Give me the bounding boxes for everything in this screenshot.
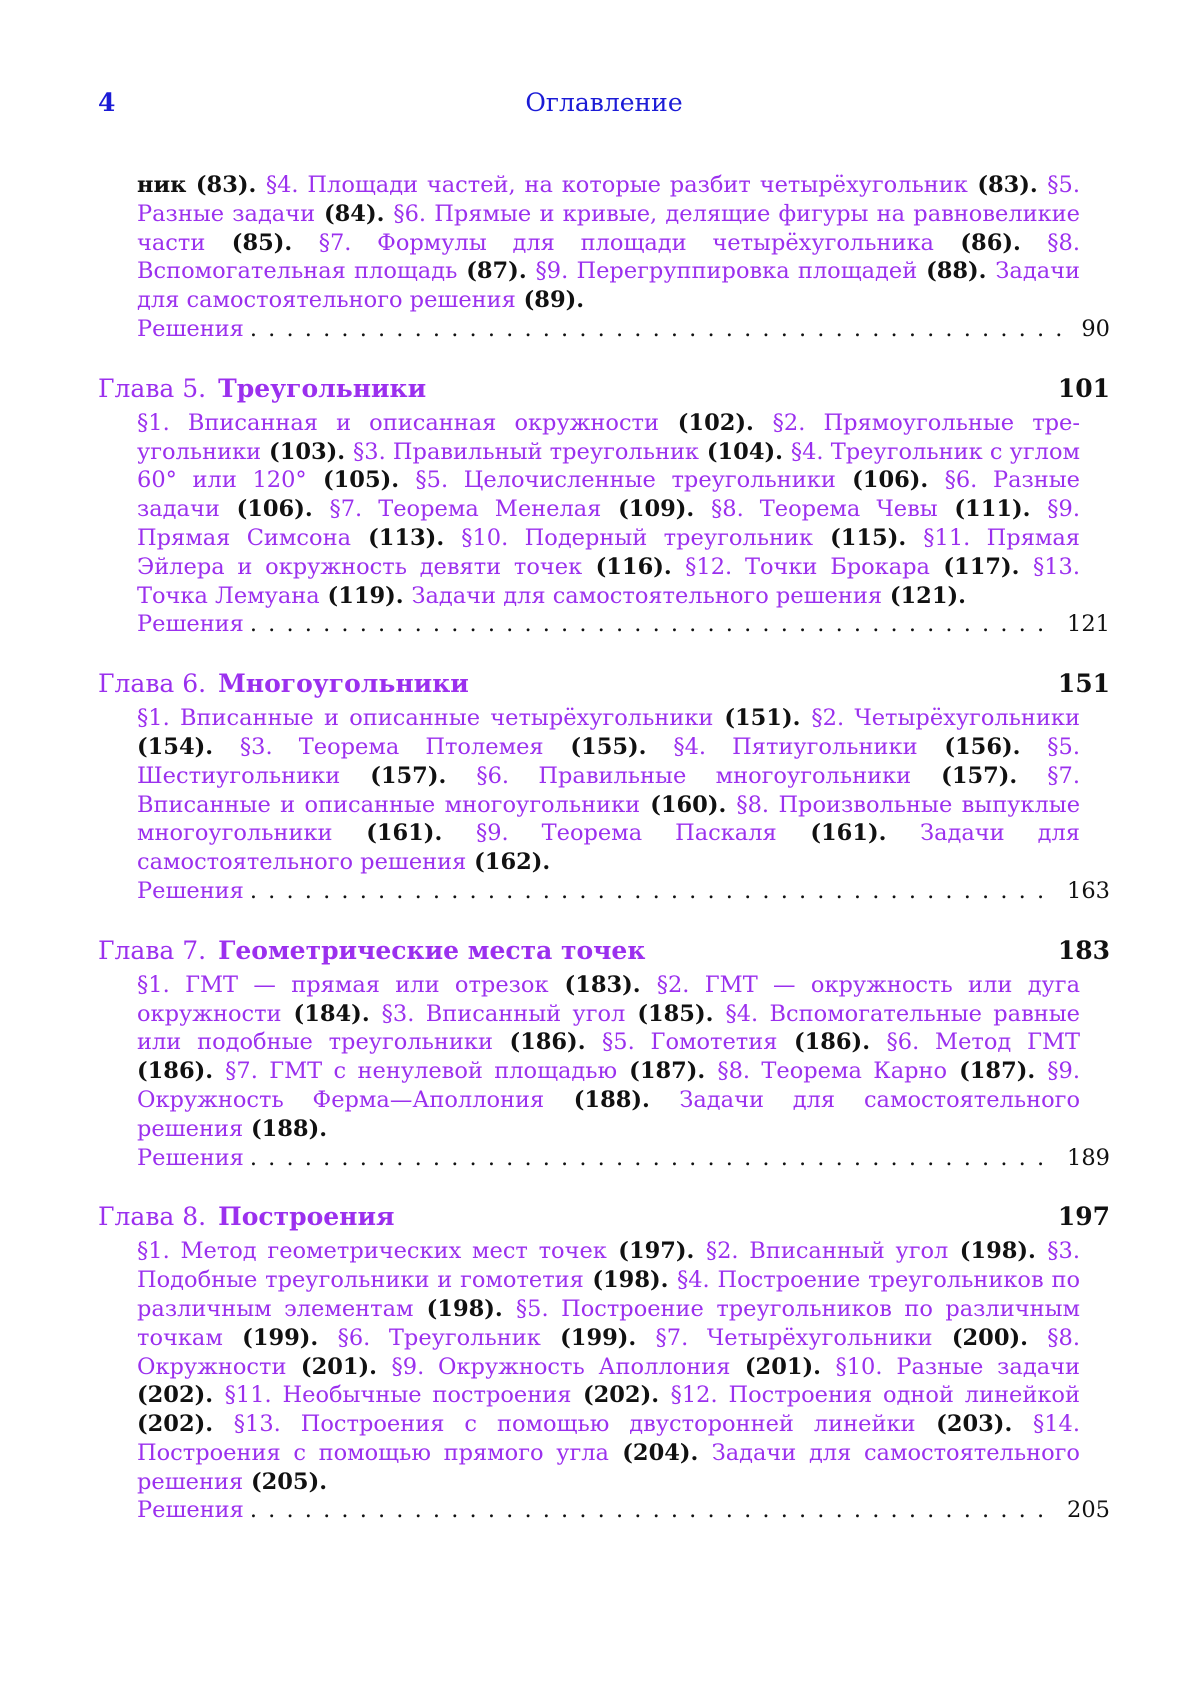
section-page-ref: (160). — [640, 791, 737, 818]
section-link[interactable]: §5. Построение треугольников по различным точкам — [137, 1295, 1080, 1351]
toc-entry — [98, 1197, 1110, 1525]
section-link[interactable]: §2. Четырёхугольники — [811, 705, 1080, 732]
dot-leader — [244, 610, 1047, 639]
chapter-title[interactable]: Многоугольники — [218, 669, 469, 699]
chapter-page-number: 183 — [1057, 935, 1110, 965]
section-page-ref: (157). — [340, 762, 477, 789]
chapter-title[interactable]: Построения — [218, 1202, 395, 1232]
section-page-ref: (156). — [917, 733, 1048, 760]
section-link[interactable]: §2. Вписанный угол — [705, 1238, 949, 1265]
solutions-link[interactable]: Решения — [137, 1497, 244, 1524]
section-page-ref: (84). — [315, 200, 394, 227]
solutions-link[interactable]: Решения — [137, 611, 244, 638]
section-page-ref: (161). — [332, 820, 476, 847]
section-page-ref: (202). — [571, 1382, 671, 1409]
solutions-page-number: 121 — [1067, 611, 1110, 638]
section-link[interactable]: §8. Теорема Карно — [717, 1058, 948, 1085]
section-list — [137, 1237, 1080, 1496]
dot-leader — [244, 1144, 1047, 1173]
section-page-ref: (183). — [548, 971, 657, 998]
chapter-heading[interactable] — [98, 664, 1110, 704]
toc-entry — [98, 171, 1110, 344]
solutions-line — [137, 1144, 1110, 1173]
section-page-ref: (162). — [466, 849, 551, 876]
section-link[interactable]: §7. Вписанные и описанные многоугольники — [137, 762, 1081, 818]
dot-leader — [244, 1496, 1047, 1525]
solutions-page-number: 189 — [1067, 1144, 1110, 1171]
section-link[interactable]: §14. Построения с помощью прямого угла — [137, 1411, 1080, 1466]
section-link[interactable]: §1. Вписанная и описанная окружности — [137, 409, 659, 436]
section-link[interactable]: §12. Точки Брокара — [685, 553, 930, 580]
section-page-ref: (188). — [243, 1115, 328, 1142]
section-page-ref: (154). — [137, 733, 240, 760]
section-page-ref: (105). — [306, 467, 416, 494]
section-link[interactable]: §1. Метод геометрических мест точек — [137, 1238, 607, 1265]
section-link[interactable]: §1. Вписанные и описанные четырёхугольники — [137, 705, 714, 732]
section-page-ref: (87). — [457, 258, 536, 285]
section-link[interactable]: §11. Прямая Эйлера и окружность девяти точек — [137, 524, 1080, 580]
chapter-heading[interactable] — [98, 1197, 1110, 1237]
section-link[interactable]: §7. Четырёхугольники — [655, 1324, 933, 1351]
section-page-ref: (186). — [777, 1029, 887, 1056]
section-page-ref: (113). — [351, 524, 462, 551]
section-link[interactable]: Задачи для самостоятельного решения — [137, 258, 1080, 314]
chapter-heading[interactable] — [98, 931, 1110, 971]
section-page-ref: (161). — [776, 820, 921, 847]
section-page-ref: (184). — [281, 1000, 382, 1027]
solutions-page-number: 90 — [1081, 315, 1110, 342]
section-page-ref: (104). — [699, 438, 791, 465]
section-page-ref: (197). — [606, 1238, 706, 1265]
section-page-ref: (202). — [137, 1382, 225, 1409]
section-link[interactable]: §5. Шестиугольники — [137, 733, 1080, 789]
section-link[interactable]: §4. Площади частей, на которые разбит четырёхугольник — [265, 172, 968, 198]
section-list — [137, 704, 1080, 877]
section-link[interactable]: §13. Точка Лемуана — [137, 553, 1080, 609]
solutions-line — [137, 610, 1110, 639]
toc-entry — [98, 664, 1110, 906]
section-link[interactable]: §8. Окружности — [137, 1324, 1080, 1380]
section-link[interactable]: §7. Формулы для площади четырёхугольника — [318, 229, 934, 256]
section-link[interactable]: §11. Необычные построения — [224, 1382, 572, 1409]
section-page-ref: (116). — [582, 553, 686, 580]
section-link[interactable]: §5. Целочисленные треугольники — [415, 467, 836, 494]
section-page-ref: (186). — [492, 1029, 603, 1056]
section-page-ref: (200). — [932, 1324, 1048, 1351]
section-link[interactable]: Задачи для самостоятельного решения — [137, 1086, 1080, 1142]
section-page-ref: (201). — [730, 1353, 836, 1380]
section-page-ref: (203). — [915, 1411, 1033, 1438]
section-link[interactable]: §6. Метод ГМТ — [886, 1029, 1081, 1056]
section-link[interactable]: §8. Теорема Чевы — [711, 496, 938, 523]
section-link[interactable]: §10. Разные задачи — [835, 1353, 1080, 1380]
running-title[interactable]: Оглавление — [525, 88, 683, 117]
dot-leader — [244, 315, 1061, 344]
chapter-title[interactable]: Геометрические места точек — [218, 935, 646, 965]
table-of-contents — [98, 171, 1110, 1525]
solutions-line — [137, 315, 1110, 344]
section-page-ref: (199). — [222, 1324, 338, 1351]
section-page-ref: (117). — [929, 553, 1033, 580]
section-link[interactable]: §9. Перегруппировка площадей — [535, 258, 918, 285]
section-page-ref: (102). — [659, 409, 773, 436]
section-link[interactable]: §2. Прямоугольные треугольники — [137, 409, 1080, 465]
section-page-ref: (85). — [205, 229, 319, 256]
chapter-label[interactable]: Глава 5. — [98, 373, 207, 403]
section-list — [137, 171, 1080, 315]
section-page-ref: (119). — [319, 582, 412, 609]
chapter-label[interactable]: Глава 8. — [98, 1202, 207, 1232]
section-link[interactable]: §9. Окружность Ферма—Аполлония — [137, 1058, 1080, 1113]
chapter-label[interactable]: Глава 6. — [98, 669, 207, 699]
section-link[interactable]: §3. Вписанный угол — [381, 1000, 626, 1027]
section-link[interactable]: §8. Вспомогательная площадь — [137, 229, 1081, 285]
section-link[interactable]: §6. Треугольник — [337, 1324, 541, 1351]
section-page-ref: (106). — [219, 496, 330, 523]
solutions-link[interactable]: Решения — [137, 1144, 244, 1171]
section-list — [137, 971, 1080, 1144]
page-number: 4 — [98, 88, 116, 117]
section-link[interactable]: §13. Построения с помощью двусторонней линейки — [233, 1411, 916, 1438]
section-page-ref: (202). — [137, 1411, 234, 1438]
section-page-ref: (205). — [243, 1468, 328, 1495]
section-page-ref: (187). — [947, 1058, 1048, 1085]
section-page-ref: (201). — [286, 1353, 392, 1380]
section-text: ник — [137, 172, 187, 198]
section-page-ref: (187). — [617, 1058, 718, 1085]
section-link[interactable]: §6. Правильные многоугольники — [476, 762, 912, 789]
section-link[interactable]: §3. Подобные треугольники и гомотетия — [137, 1238, 1081, 1294]
section-page-ref: (198). — [583, 1267, 677, 1294]
section-link[interactable]: Задачи для самостоятельного решения — [411, 582, 883, 609]
section-link[interactable]: §6. Прямые и кривые, делящие фигуры на равновеликие части — [137, 200, 1080, 256]
chapter-page-number: 197 — [1057, 1202, 1110, 1232]
section-page-ref: (83). — [967, 172, 1048, 198]
section-link[interactable]: §8. Произвольные выпуклые многоугольники — [137, 791, 1081, 847]
section-link[interactable]: §7. ГМТ с ненулевой площадью — [225, 1058, 618, 1085]
section-page-ref: (186). — [137, 1058, 226, 1085]
section-page-ref: (157). — [911, 762, 1048, 789]
running-head — [98, 88, 1110, 128]
chapter-page-number: 151 — [1057, 669, 1110, 699]
solutions-link[interactable]: Решения — [137, 315, 244, 342]
chapter-label[interactable]: Глава 7. — [98, 935, 207, 965]
section-page-ref: (88). — [917, 258, 996, 285]
section-link[interactable]: §4. Треугольник с углом 60° или 120° — [137, 438, 1080, 494]
section-page-ref: (106). — [835, 467, 945, 494]
section-link[interactable]: §4. Пятиугольники — [673, 733, 918, 760]
section-page-ref: (103). — [261, 438, 354, 465]
section-link[interactable]: §6. Разные задачи — [137, 467, 1080, 523]
section-link[interactable]: §9. Прямая Симсона — [137, 496, 1080, 551]
dot-leader — [244, 877, 1047, 906]
section-page-ref: (151). — [713, 705, 812, 732]
section-link[interactable]: §10. Подерный треугольник — [461, 524, 814, 551]
section-page-ref: (121). — [882, 582, 966, 609]
section-page-ref: (86). — [933, 229, 1048, 256]
section-link[interactable]: §5. Гомотетия — [602, 1029, 778, 1056]
chapter-page-number: 101 — [1057, 373, 1110, 403]
chapter-title[interactable]: Треугольники — [218, 373, 427, 403]
section-page-ref: (198). — [948, 1238, 1048, 1265]
section-link[interactable]: Задачи для самостоятельного решения — [137, 1439, 1080, 1495]
solutions-line — [137, 1496, 1110, 1525]
section-link[interactable]: §2. ГМТ — окружность или дуга окружности — [137, 971, 1080, 1027]
solutions-link[interactable]: Решения — [137, 877, 244, 904]
section-page-ref: (111). — [937, 496, 1048, 523]
section-page-ref: (115). — [813, 524, 924, 551]
section-link[interactable]: §3. Правильный треугольник — [353, 438, 699, 465]
toc-entry — [98, 369, 1110, 639]
section-page-ref: (155). — [543, 733, 674, 760]
solutions-page-number: 205 — [1067, 1497, 1110, 1524]
section-link[interactable]: §12. Построения одной линейкой — [670, 1382, 1080, 1409]
solutions-page-number: 163 — [1067, 877, 1110, 904]
section-link[interactable]: §5. Разные задачи — [137, 172, 1080, 227]
section-link[interactable]: §9. Теорема Паскаля — [475, 820, 777, 847]
section-link[interactable]: Задачи для самостоятельного решения — [137, 820, 1080, 876]
section-page-ref: (199). — [540, 1324, 656, 1351]
solutions-line — [137, 877, 1110, 906]
chapter-heading[interactable] — [98, 369, 1110, 409]
section-page-ref: (109). — [601, 496, 711, 523]
section-page-ref: (89). — [515, 287, 585, 314]
section-link[interactable]: §1. ГМТ — прямая или отрезок — [137, 971, 549, 998]
section-page-ref: (185). — [625, 1000, 726, 1027]
section-link[interactable]: §7. Теорема Менелая — [329, 496, 602, 523]
section-link[interactable]: §3. Теорема Птолемея — [239, 733, 544, 760]
section-page-ref: (198). — [413, 1295, 516, 1322]
section-page-ref: (83). — [186, 172, 266, 198]
section-page-ref: (204). — [608, 1439, 712, 1466]
section-link[interactable]: §9. Окружность Аполлония — [391, 1353, 731, 1380]
section-list — [137, 409, 1080, 611]
toc-entry — [98, 931, 1110, 1173]
section-link[interactable]: §4. Построение треугольников по различным элементам — [137, 1267, 1080, 1322]
section-link[interactable]: §4. Вспомогательные равные или подобные треугольники — [137, 1000, 1080, 1056]
section-page-ref: (188). — [544, 1086, 680, 1113]
